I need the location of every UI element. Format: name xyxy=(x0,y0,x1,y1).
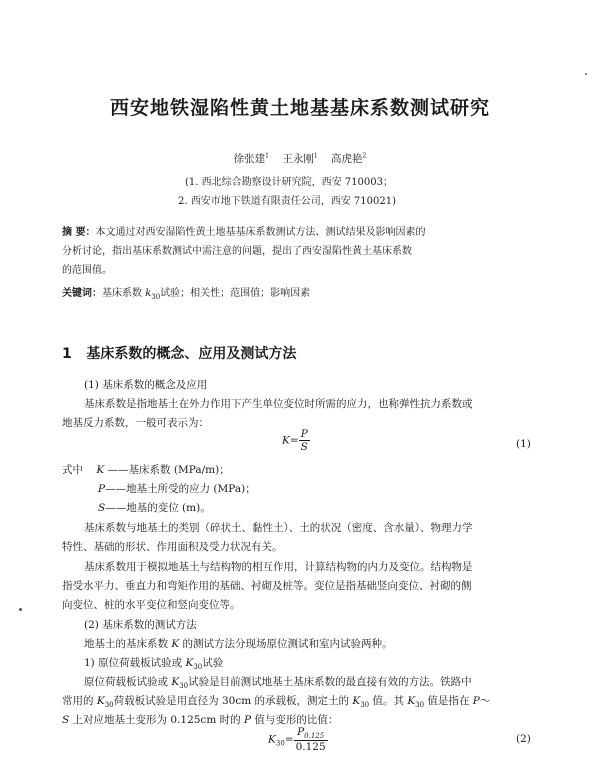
keywords-text-b: 试验；相关性；范围值；影响因素 xyxy=(160,288,311,299)
author-line xyxy=(0,151,600,166)
p5-l1-sub: 30 xyxy=(179,682,189,691)
eq1-fraction xyxy=(299,428,310,453)
where-p xyxy=(98,481,256,496)
keywords-k-symbol: k xyxy=(145,288,152,299)
p5-l2-sub3: 30 xyxy=(415,701,425,710)
eq2-num-p: P xyxy=(297,726,305,738)
eq1-lhs: K= xyxy=(282,434,299,447)
sub3-k: K xyxy=(185,657,194,669)
p5-l2-d: 值是指在 xyxy=(424,695,473,707)
p5-l3-b: 值与变形的比值： xyxy=(251,714,339,726)
p5-l2-c: 值。其 xyxy=(369,695,408,707)
p5-l3-a: 上对应地基土变形为 0.125cm 时的 xyxy=(69,714,244,726)
equation-2 xyxy=(268,726,328,753)
author-2-affil: 1 xyxy=(313,152,318,160)
para-4 xyxy=(84,636,393,651)
eq2-lhs-sub: 30 xyxy=(275,739,285,748)
author-3-affil: 2 xyxy=(362,152,367,160)
equation-2-number: (2) xyxy=(516,733,531,745)
author-2: 王永刚 xyxy=(282,153,314,165)
equation-1 xyxy=(282,428,310,453)
para-4-b: 的测试方法分现场原位测试和室内试验两种。 xyxy=(179,638,393,650)
abstract-line-3: 的范围值。 xyxy=(62,265,112,276)
eq2-lhs-k: K xyxy=(268,733,276,746)
sub3-b: 试验 xyxy=(202,657,224,669)
keywords-label: 关键词： xyxy=(62,288,102,299)
p5-l1-a: 原位荷载板试验或 xyxy=(84,676,172,688)
where-k-symbol: K xyxy=(96,464,105,476)
para-3-line-1: 基床系数用于模拟地基土与结构物的相互作用，计算结构物的内力及变位。结构物是 xyxy=(84,561,473,573)
where-k-desc: ——基床系数 (MPa/m)； xyxy=(107,464,230,476)
eq2-equals: = xyxy=(284,733,294,746)
p5-l1-b: 试验是目前测试地基土基床系数的最直接有效的方法。铁路中 xyxy=(188,676,472,688)
where-p-desc: ——地基土所受的应力 (MPa)； xyxy=(105,483,256,495)
p5-l2-e: ～ xyxy=(479,695,491,707)
p5-l2-sub2: 30 xyxy=(360,701,370,710)
abstract-line-2: 分析讨论，指出基床系数测试中需注意的问题，提出了西安湿陷性黄土基床系数 xyxy=(62,246,412,257)
eq2-numerator xyxy=(294,726,328,741)
sub3-a: 1) 原位荷载板试验或 xyxy=(84,657,186,669)
eq1-numerator: P xyxy=(299,428,310,441)
para-5-line-2 xyxy=(62,693,490,709)
keywords-k-sub: 30 xyxy=(151,293,161,301)
where-p-symbol: P xyxy=(98,483,106,495)
author-1: 徐张建 xyxy=(233,153,266,165)
scan-speck xyxy=(19,608,22,611)
p5-l2-b: 荷载板试验是用直径为 30cm 的承载板，测定土的 xyxy=(113,695,353,707)
subsection-1-heading: (1) 基床系数的概念及应用 xyxy=(84,379,208,391)
where-s-desc: ——地基的变位 (m)。 xyxy=(105,502,211,514)
para-2-line-1: 基床系数与地基土的类别（碎状土、黏性土）、土的状况（密度、含水量）、物理力学 xyxy=(84,522,473,534)
section-title: 基床系数的概念、应用及测试方法 xyxy=(86,346,297,362)
where-s xyxy=(98,500,211,515)
eq2-denominator: 0.125 xyxy=(295,741,326,754)
p5-l2-p: P xyxy=(472,695,480,707)
para-4-a: 地基土的基床系数 xyxy=(84,638,172,650)
keywords-line xyxy=(62,284,310,307)
author-1-affil: 1 xyxy=(265,152,269,160)
para-3-line-2: 指受水平力、垂直力和弯矩作用的基础、衬砌及桩等。变位是指基础竖向变位、衬砌的侧 xyxy=(62,580,472,592)
author-3: 高虎艳 xyxy=(331,153,363,165)
p5-l1-k: K xyxy=(171,676,180,688)
p5-l2-sub: 30 xyxy=(104,701,114,710)
para-3-line-3: 向变位、桩的水平变位和竖向变位等。 xyxy=(62,599,241,611)
subsection-2-heading: (2) 基床系数的测试方法 xyxy=(84,619,197,631)
para-5-line-3 xyxy=(62,712,338,727)
section-number: 1 xyxy=(62,346,72,362)
para-5-line-1 xyxy=(84,674,472,690)
subsection-3-heading xyxy=(84,655,223,671)
scan-speck xyxy=(585,73,587,75)
para-4-k: K xyxy=(171,638,180,650)
paper-title: 西安地铁湿陷性黄土地基基床系数测试研究 xyxy=(109,97,490,119)
eq2-num-sub: 0.125 xyxy=(304,732,325,741)
para-1-line-2: 地基反力系数，一般可表示为： xyxy=(62,417,209,429)
p5-l2-k: K xyxy=(96,695,105,707)
equation-1-number: (1) xyxy=(516,438,531,450)
p5-l3-s: S xyxy=(62,714,70,726)
para-2-line-2: 特性、基础的形状、作用面积及受力状况有关。 xyxy=(62,541,283,553)
where-lead: 式中 xyxy=(62,464,83,476)
where-s-symbol: S xyxy=(98,502,106,514)
where-k xyxy=(62,462,230,477)
abstract-line-1 xyxy=(62,223,425,242)
keywords-text-a: 基床系数 xyxy=(102,288,146,299)
affiliation-2: 2. 西安市地下铁道有限责任公司，西安 710021) xyxy=(178,196,396,207)
affiliation-1: (1. 西北综合勘察设计研究院，西安 710003； xyxy=(185,177,393,188)
sub3-sub: 30 xyxy=(193,663,203,672)
eq1-denominator: S xyxy=(300,441,308,453)
p5-l2-k3: K xyxy=(407,695,416,707)
p5-l2-k2: K xyxy=(352,695,361,707)
section-heading xyxy=(62,343,296,363)
eq2-fraction xyxy=(294,726,328,753)
p5-l2-a: 常用的 xyxy=(62,695,97,707)
abstract-label: 摘 要： xyxy=(62,227,96,238)
para-1-line-1: 基床系数是指地基土在外力作用下产生单位变位时所需的应力，也称弹性抗力系数或 xyxy=(84,398,473,410)
abstract-text-1: 本文通过对西安湿陷性黄土地基基床系数测试方法、测试结果及影响因素的 xyxy=(95,227,426,238)
p5-l3-p: P xyxy=(243,714,252,726)
